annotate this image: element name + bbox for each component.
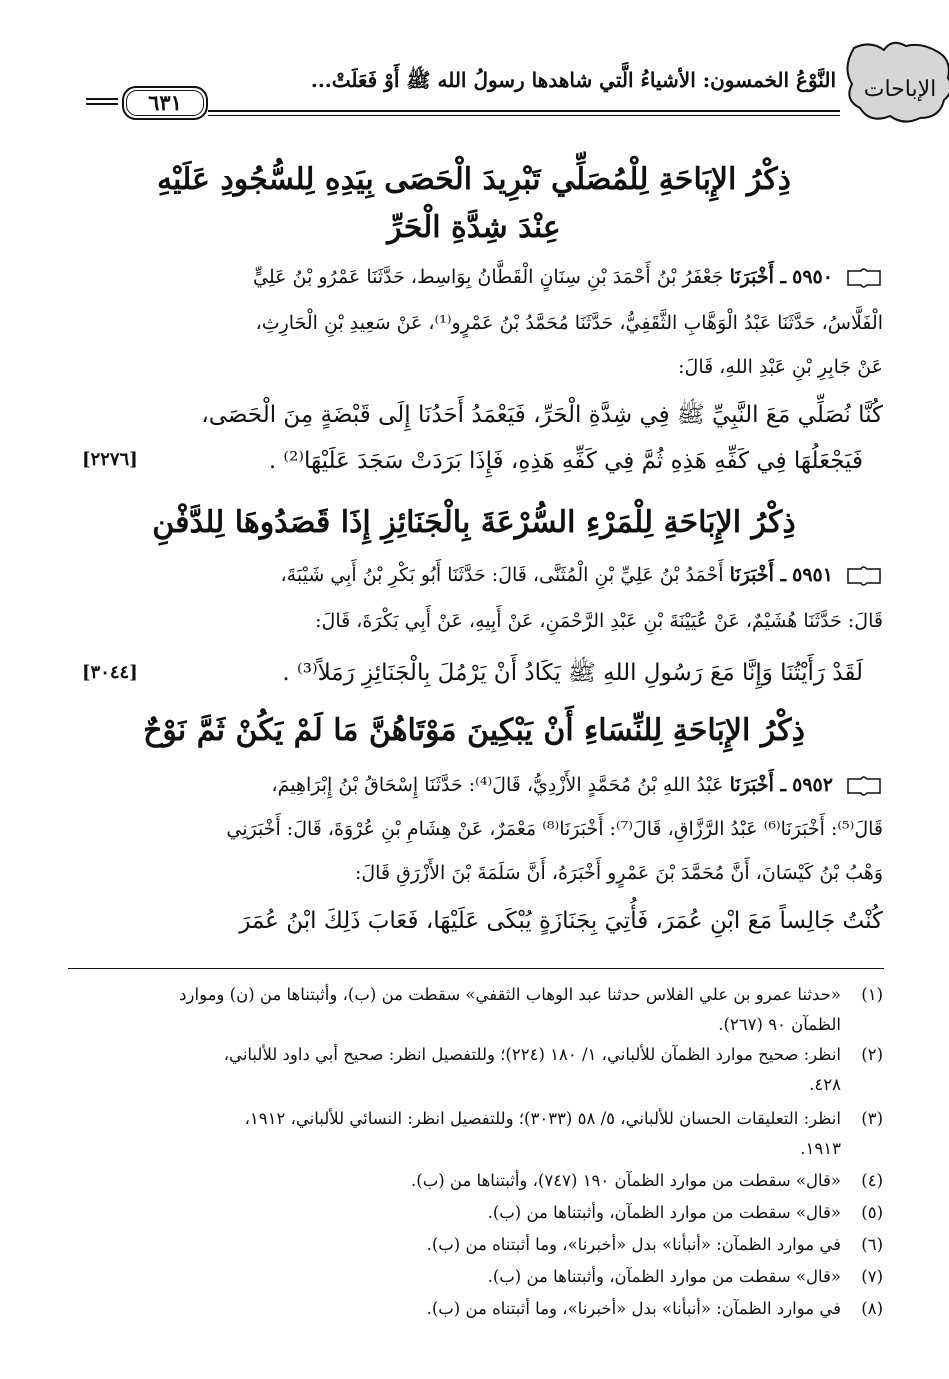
footnote-number: (٤) <box>861 1171 883 1190</box>
footnote-number: (٥) <box>861 1203 883 1222</box>
footnote-text: الظمآن ٩٠ (٢٦٧). <box>718 1015 841 1034</box>
section-heading: ذِكْرُ الإِبَاحَةِ لِلْمُصَلِّي تَبْرِيدَ الْحَصَى بِيَدِهِ لِلسُّجُودِ عَلَيْهِ <box>156 162 792 197</box>
isnad-text: عَبْدُ اللهِ بْنُ مُحَمَّدٍ الأَزْدِيُّ، قَالَ⁽⁴⁾: حَدَّثَنَا إِسْحَاقُ بْنُ إِبْرَاهِيمَ، <box>271 774 724 796</box>
section-heading: ذِكْرُ الإِبَاحَةِ لِلنِّسَاءِ أَنْ يَبْكِينَ مَوْتَاهُنَّ مَا لَمْ يَكُنْ ثَمَّ نَوْحٌ <box>143 713 805 748</box>
isnad-text: أَحْمَدُ بْنُ عَلِيِّ بْنِ الْمُثَنَّى، قَالَ: حَدَّثَنَا أَبُو بَكْرِ بْنُ أَبِي شَيْبَةَ، <box>280 564 724 586</box>
footnote-number: (١) <box>861 985 883 1004</box>
footnote-rule <box>68 968 884 969</box>
hadith-reference: [٣٠٤٤] <box>82 662 138 683</box>
footnote-text: «قال» سقطت من موارد الظمآن ١٩٠ (٧٤٧)، وأثبتناها من (ب). <box>411 1171 841 1190</box>
footnote <box>65 1040 883 1100</box>
footnote <box>65 1230 883 1260</box>
footnote-text: في موارد الظمآن: «أنبأنا» بدل «أخبرنا»، وما أثبتناه من (ب). <box>426 1299 841 1318</box>
footnote-number: (٢) <box>861 1045 883 1064</box>
section-heading: ذِكْرُ الإِبَاحَةِ لِلْمَرْءِ السُّرْعَةَ بِالْجَنَائِزِ إِذَا قَصَدُوهَا لِلدَّفْنِ <box>152 505 796 540</box>
isnad-line: قَالَ: حَدَّثَنَا هُشَيْمٌ، عَنْ عُيَيْنَةَ بْنِ عَبْدِ الرَّحْمَنِ، عَنْ أَبِيهِ، عَنْ أَبِي بَكْرَةَ، قَالَ: <box>315 610 883 632</box>
header-rule <box>208 115 840 116</box>
section-heading: عِنْدَ شِدَّةِ الْحَرِّ <box>387 210 561 245</box>
footnote-text: انظر: التعليقات الحسان للألباني، ٥/ ٥٨ (٣٠٣٣)؛ وللتفصيل انظر: النسائي للألباني، ١٩١٢، <box>244 1109 841 1128</box>
page-header <box>78 38 936 128</box>
matn-line: كُنَّا نُصَلِّي مَعَ النَّبِيِّ ﷺ فِي شِدَّةِ الْحَرِّ، فَيَعْمَدُ أَحَدُنَا إِلَى قَبْضَةٍ مِنَ الْحَصَى، <box>201 402 883 428</box>
footnote <box>65 980 883 1040</box>
footnote-text: في موارد الظمآن: «أنبأنا» بدل «أخبرنا»، وما أثبتناه من (ب). <box>426 1235 841 1254</box>
footnote-number: (٣) <box>861 1109 883 1128</box>
puzzle-marker-icon <box>845 775 883 797</box>
akhbarana: أَخْبَرَنَا <box>729 564 774 586</box>
matn-line: فَيَجْعَلُهَا فِي كَفِّهِ هَذِهِ ثُمَّ فِي كَفِّهِ هَذِهِ، فَإِذَا بَرَدَتْ سَجَدَ عَلَيْهَا⁽²⁾ . <box>268 448 863 474</box>
footnote <box>65 1104 883 1164</box>
header-rule <box>86 103 118 105</box>
isnad-line: ٥٩٥١ ـ أَخْبَرَنَا أَحْمَدُ بْنُ عَلِيِّ بْنِ الْمُثَنَّى، قَالَ: حَدَّثَنَا أَبُو بَكْرِ بْنُ أَبِي شَيْبَةَ، <box>69 552 883 598</box>
footnote <box>65 1294 883 1324</box>
running-title: النَّوْعُ الخمسون: الأشياءُ الَّتي شاهدها رسولُ الله ﷺ أَوْ فَعَلَتْ... <box>310 68 836 92</box>
matn-line: كُنْتُ جَالِساً مَعَ ابْنِ عُمَرَ، فَأُتِيَ بِجَنَازَةٍ يُبْكَى عَلَيْهَا، فَعَابَ ذَلِكَ ابْنُ عُمَرَ <box>239 908 883 934</box>
footnote-text: «حدثنا عمرو بن علي الفلاس حدثنا عبد الوهاب الثقفي» سقطت من (ب)، وأثبتناها من (ن) وموارد <box>179 985 841 1004</box>
footnote-text: انظر: صحيح موارد الظمآن للألباني، ١/ ١٨٠ (٢٢٤)؛ وللتفصيل انظر: صحيح أبي داود للألباني، <box>223 1045 841 1064</box>
hadith-number: ٥٩٥٢ <box>792 774 833 796</box>
matn-line: لَقَدْ رَأَيْتُنَا وَإِنَّا مَعَ رَسُولِ اللهِ ﷺ يَكَادُ أَنْ يَرْمُلَ بِالْجَنَائِزِ رَمَلاً⁽³⁾ . <box>282 660 863 686</box>
hadith-number: ٥٩٥١ <box>792 564 833 586</box>
puzzle-marker-icon <box>845 565 883 587</box>
hadith-number: ٥٩٥٠ <box>792 266 833 288</box>
akhbarana: أَخْبَرَنَا <box>729 266 774 288</box>
footnote <box>65 1262 883 1292</box>
puzzle-marker-icon <box>845 267 883 289</box>
footnote-text: «قال» سقطت من موارد الظمآن، وأثبتناها من (ب). <box>487 1267 841 1286</box>
isnad-line: عَنْ جَابِرِ بْنِ عَبْدِ اللهِ، قَالَ: <box>678 356 883 378</box>
footnote-number: (٧) <box>861 1267 883 1286</box>
isnad-line: ٥٩٥٢ ـ أَخْبَرَنَا عَبْدُ اللهِ بْنُ مُحَمَّدٍ الأَزْدِيُّ، قَالَ⁽⁴⁾: حَدَّثَنَا إِسْحَاقُ بْنُ إِبْرَاهِيمَ، <box>69 762 883 808</box>
puzzle-piece-icon <box>840 38 949 126</box>
header-rule <box>208 110 840 112</box>
isnad-line: ٥٩٥٠ ـ أَخْبَرَنَا جَعْفَرُ بْنُ أَحْمَدَ بْنِ سِنَانٍ الْقَطَّانُ بِوَاسِط، حَدَّثَنَا عَمْرُو بْنُ عَلِيٍّ <box>69 254 883 300</box>
footnote <box>65 1166 883 1196</box>
isnad-line: وَهْبُ بْنُ كَيْسَانَ، أَنَّ مُحَمَّدَ بْنَ عَمْرٍو أَخْبَرَهُ، أَنَّ سَلَمَةَ بْنَ الأَزْرَقِ قَالَ: <box>354 862 883 884</box>
footnote-number: (٦) <box>861 1235 883 1254</box>
hadith-reference: [٢٢٧٦] <box>82 449 138 470</box>
header-rule <box>86 98 118 100</box>
isnad-line: قَالَ⁽⁵⁾: أَخْبَرَنَا⁽⁶⁾ عَبْدُ الرَّزَّاقِ، قَالَ⁽⁷⁾: أَخْبَرَنَا⁽⁸⁾ مَعْمَرٌ، عَنْ هِشَامِ بْنِ عُرْوَةَ، قَالَ: أَخْبَرَنِي <box>226 818 883 840</box>
akhbarana: أَخْبَرَنَا <box>729 774 774 796</box>
footnote <box>65 1198 883 1228</box>
footnote-text: ١٩١٣. <box>800 1139 841 1158</box>
tab-label: الإباحات <box>863 77 937 102</box>
page-number: ٦٣١ <box>122 86 208 120</box>
footnote-text: ٤٢٨. <box>809 1075 841 1094</box>
footnote-text: «قال» سقطت من موارد الظمآن، وأثبتناها من (ب). <box>487 1203 841 1222</box>
isnad-line: الْفَلَّاسُ، حَدَّثَنَا عَبْدُ الْوَهَّابِ الثَّقَفِيُّ، حَدَّثَنَا مُحَمَّدُ بْنُ عَمْرٍو⁽¹⁾، عَنْ سَعِيدِ بْنِ الْحَارِثِ، <box>255 312 883 334</box>
isnad-text: جَعْفَرُ بْنُ أَحْمَدَ بْنِ سِنَانٍ الْقَطَّانُ بِوَاسِط، حَدَّثَنَا عَمْرُو بْنُ عَلِيٍّ <box>253 266 724 288</box>
footnote-number: (٨) <box>861 1299 883 1318</box>
